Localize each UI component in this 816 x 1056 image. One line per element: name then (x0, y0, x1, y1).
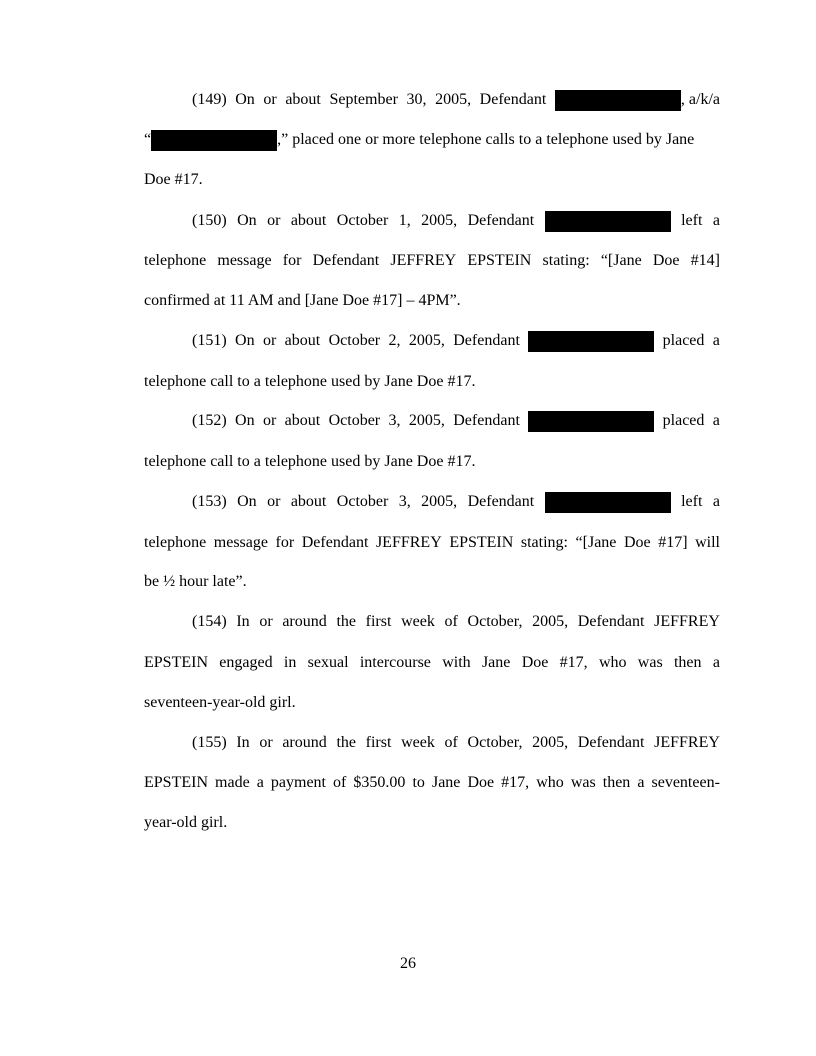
paragraph-number: (149) (192, 91, 227, 108)
paragraph-149-line-1: (149) On or about September 30, 2005, Defendant , a/k/a (192, 89, 720, 111)
paragraph-150-line-3: confirmed at 11 AM and [Jane Doe #17] – 4PM”. (144, 292, 461, 309)
redaction-bar (545, 492, 671, 513)
redaction-bar (528, 411, 654, 432)
redaction-bar (545, 211, 671, 232)
redaction-bar (151, 130, 277, 151)
paragraph-154-line-2: EPSTEIN engaged in sexual intercourse with Jane Doe #17, who was then a (144, 654, 720, 671)
paragraph-153-line-1: (153) On or about October 3, 2005, Defendant left a (192, 491, 720, 513)
paragraph-151-line-2: telephone call to a telephone used by Jane Doe #17. (144, 373, 476, 390)
paragraph-155-line-2: EPSTEIN made a payment of $350.00 to Jane Doe #17, who was then a seventeen- (144, 774, 720, 791)
paragraph-number: (154) (192, 613, 227, 630)
redaction-bar (528, 331, 654, 352)
paragraph-152-line-1: (152) On or about October 3, 2005, Defendant placed a (192, 410, 720, 432)
paragraph-154-line-3: seventeen-year-old girl. (144, 694, 296, 711)
paragraph-149-line-2: “ ,” placed one or more telephone calls to a telephone used by Jane (144, 129, 720, 151)
paragraph-153-line-2: telephone message for Defendant JEFFREY EPSTEIN stating: “[Jane Doe #17] will (144, 534, 720, 551)
paragraph-155-line-1: (155) In or around the first week of October, 2005, Defendant JEFFREY (192, 732, 720, 754)
paragraph-149-line-3: Doe #17. (144, 171, 203, 188)
paragraph-number: (151) (192, 332, 227, 349)
paragraph-150-line-1: (150) On or about October 1, 2005, Defendant left a (192, 210, 720, 232)
paragraph-150-line-2: telephone message for Defendant JEFFREY EPSTEIN stating: “[Jane Doe #14] (144, 252, 720, 269)
page-number: 26 (400, 955, 416, 972)
paragraph-number: (153) (192, 493, 227, 510)
redaction-bar (555, 90, 681, 111)
paragraph-number: (150) (192, 212, 227, 229)
paragraph-151-line-1: (151) On or about October 2, 2005, Defendant placed a (192, 330, 720, 352)
paragraph-154-line-1: (154) In or around the first week of October, 2005, Defendant JEFFREY (192, 611, 720, 633)
paragraph-153-line-3: be ½ hour late”. (144, 573, 247, 590)
paragraph-152-line-2: telephone call to a telephone used by Jane Doe #17. (144, 453, 476, 470)
paragraph-number: (155) (192, 734, 227, 751)
paragraph-155-line-3: year-old girl. (144, 814, 228, 831)
paragraph-number: (152) (192, 412, 227, 429)
